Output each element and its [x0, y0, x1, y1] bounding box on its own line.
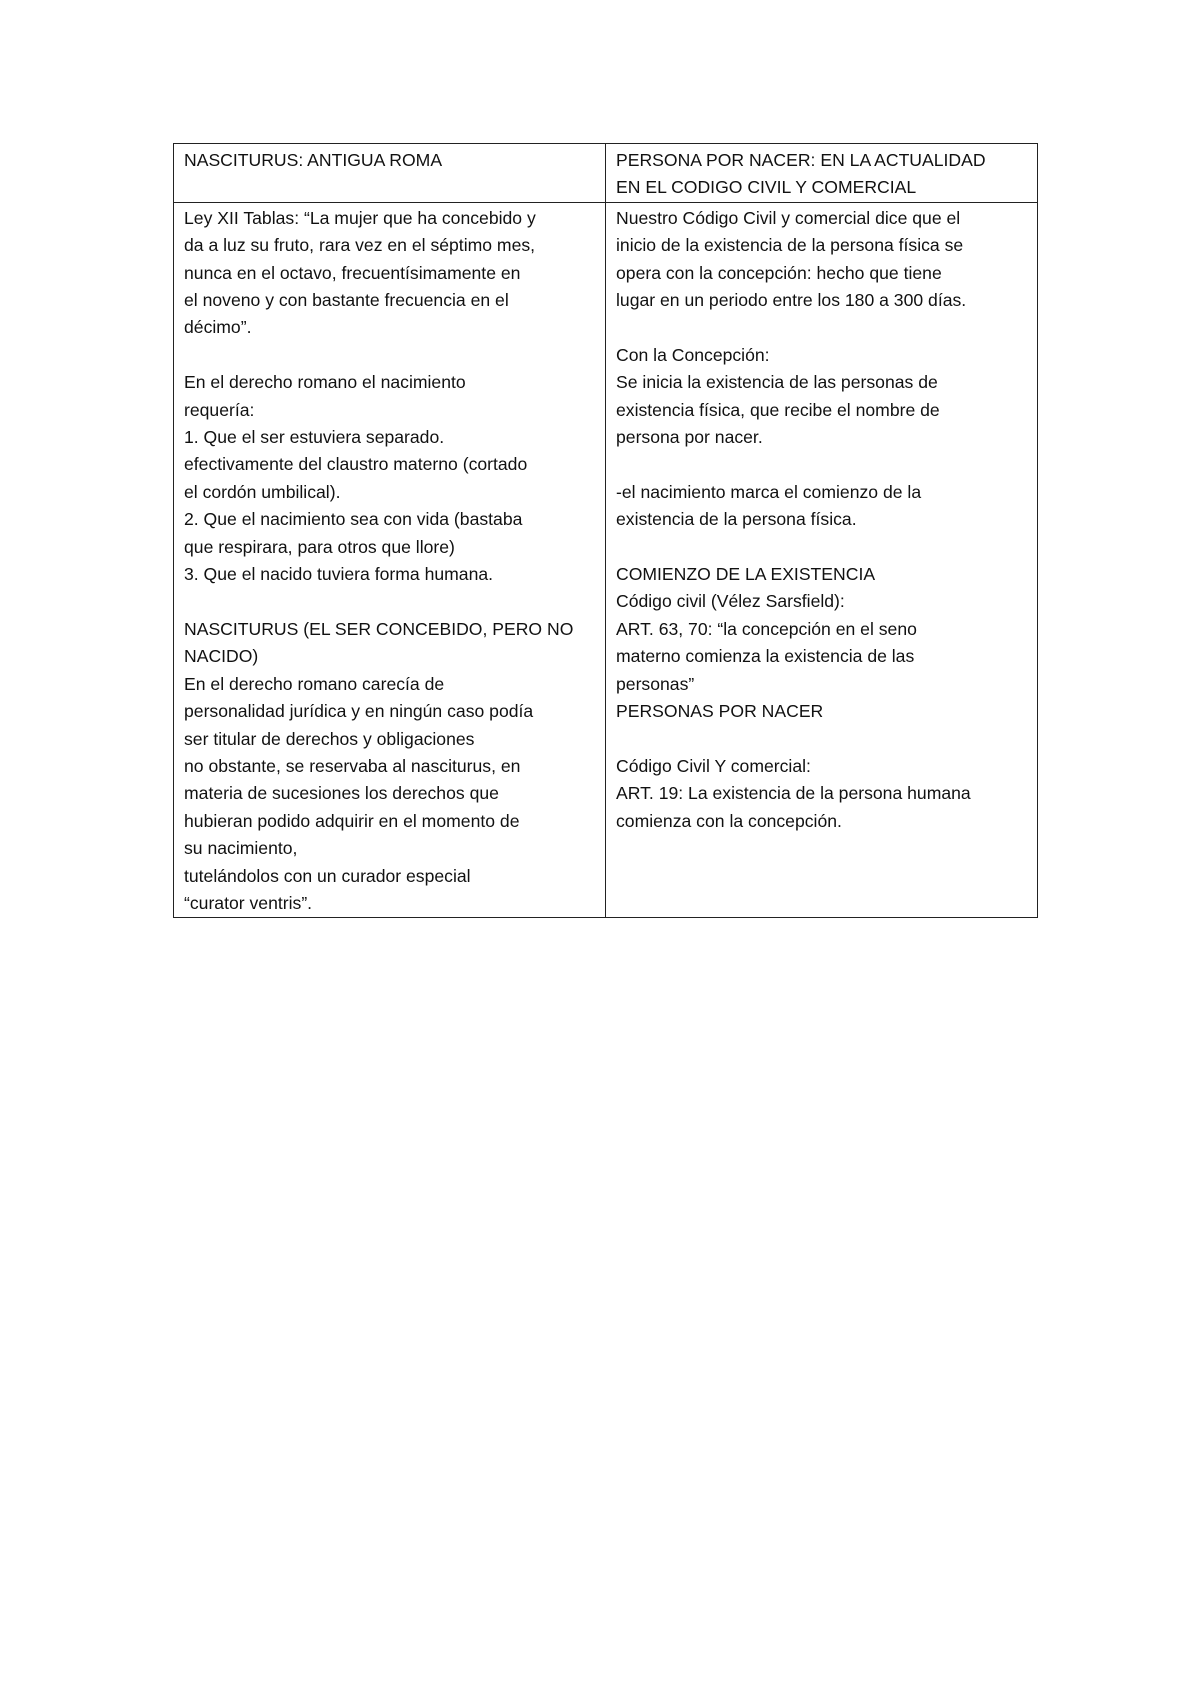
right-text-line: Código Civil Y comercial: — [616, 755, 811, 776]
right-text-line: COMIENZO DE LA EXISTENCIA — [616, 564, 876, 585]
left-text-line: tutelándolos con un curador especial — [184, 865, 471, 886]
right-blank-line — [616, 725, 1029, 752]
left-text-line: NACIDO) — [184, 646, 259, 667]
left-text-line: no obstante, se reservaba al nasciturus, en — [184, 755, 521, 776]
left-text-line: nunca en el octavo, frecuentísimamente en — [184, 262, 521, 283]
right-blank-line — [616, 534, 1029, 561]
right-text-line: materno comienza la existencia de las — [616, 646, 915, 667]
left-text-line: que respirara, para otros que llore) — [184, 536, 455, 557]
header-cell-right — [606, 144, 1038, 203]
left-text-line: requería: — [184, 399, 255, 420]
right-text-line: Se inicia la existencia de las personas de — [616, 372, 938, 393]
header-right-line-1: PERSONA POR NACER: EN LA ACTUALIDAD — [616, 150, 986, 170]
left-text-line: “curator ventris”. — [184, 892, 313, 913]
right-text-line: persona por nacer. — [616, 427, 763, 448]
right-text-line: PERSONAS POR NACER — [616, 701, 824, 722]
left-text-line: Ley XII Tablas: “La mujer que ha concebido y — [184, 207, 536, 228]
right-text-line: opera con la concepción: hecho que tiene — [616, 262, 942, 283]
right-text-line: inicio de la existencia de la persona física se — [616, 235, 964, 256]
left-blank-line — [184, 342, 597, 369]
header-left-text: NASCITURUS: ANTIGUA ROMA — [184, 150, 443, 170]
left-text-line: el cordón umbilical). — [184, 481, 341, 502]
comparison-table — [173, 143, 1038, 918]
right-text-line: comienza con la concepción. — [616, 810, 842, 831]
left-text-line: materia de sucesiones los derechos que — [184, 783, 499, 804]
right-text-line: ART. 19: La existencia de la persona humana — [616, 783, 971, 804]
right-blank-line — [616, 314, 1029, 341]
header-right-line-2: EN EL CODIGO CIVIL Y COMERCIAL — [616, 177, 917, 198]
left-text-line: décimo”. — [184, 317, 252, 338]
right-text-line: existencia física, que recibe el nombre de — [616, 399, 940, 420]
left-blank-line — [184, 588, 597, 615]
right-text-line: Código civil (Vélez Sarsfield): — [616, 591, 845, 612]
body-row — [174, 202, 1038, 918]
left-text-line: 3. Que el nacido tuviera forma humana. — [184, 564, 494, 585]
right-text-line: Nuestro Código Civil y comercial dice que el — [616, 207, 961, 228]
right-text-line: ART. 63, 70: “la concepción en el seno — [616, 618, 917, 639]
body-cell-left — [174, 202, 606, 918]
left-text-line: 1. Que el ser estuviera separado. — [184, 427, 445, 448]
left-text-line: el noveno y con bastante frecuencia en el — [184, 290, 509, 311]
right-text-line: Con la Concepción: — [616, 344, 770, 365]
left-text-line: NASCITURUS (EL SER CONCEBIDO, PERO NO — [184, 618, 574, 639]
left-text-line: da a luz su fruto, rara vez en el séptimo mes, — [184, 235, 536, 256]
right-text-line: -el nacimiento marca el comienzo de la — [616, 481, 922, 502]
header-cell-left — [174, 144, 606, 203]
right-text-line: personas” — [616, 673, 695, 694]
left-text-line: En el derecho romano carecía de — [184, 673, 445, 694]
left-text-line: personalidad jurídica y en ningún caso podía — [184, 701, 534, 722]
left-text-line: En el derecho romano el nacimiento — [184, 372, 466, 393]
right-text-line: existencia de la persona física. — [616, 509, 857, 530]
left-text-line: su nacimiento, — [184, 838, 298, 859]
header-row — [174, 144, 1038, 203]
right-text-line: lugar en un periodo entre los 180 a 300 días. — [616, 290, 967, 311]
left-text-line: 2. Que el nacimiento sea con vida (bastaba — [184, 509, 523, 530]
left-text-line: efectivamente del claustro materno (cortado — [184, 454, 528, 475]
body-cell-right — [606, 202, 1038, 918]
left-text-line: hubieran podido adquirir en el momento de — [184, 810, 520, 831]
right-blank-line — [616, 451, 1029, 478]
left-text-line: ser titular de derechos y obligaciones — [184, 728, 475, 749]
